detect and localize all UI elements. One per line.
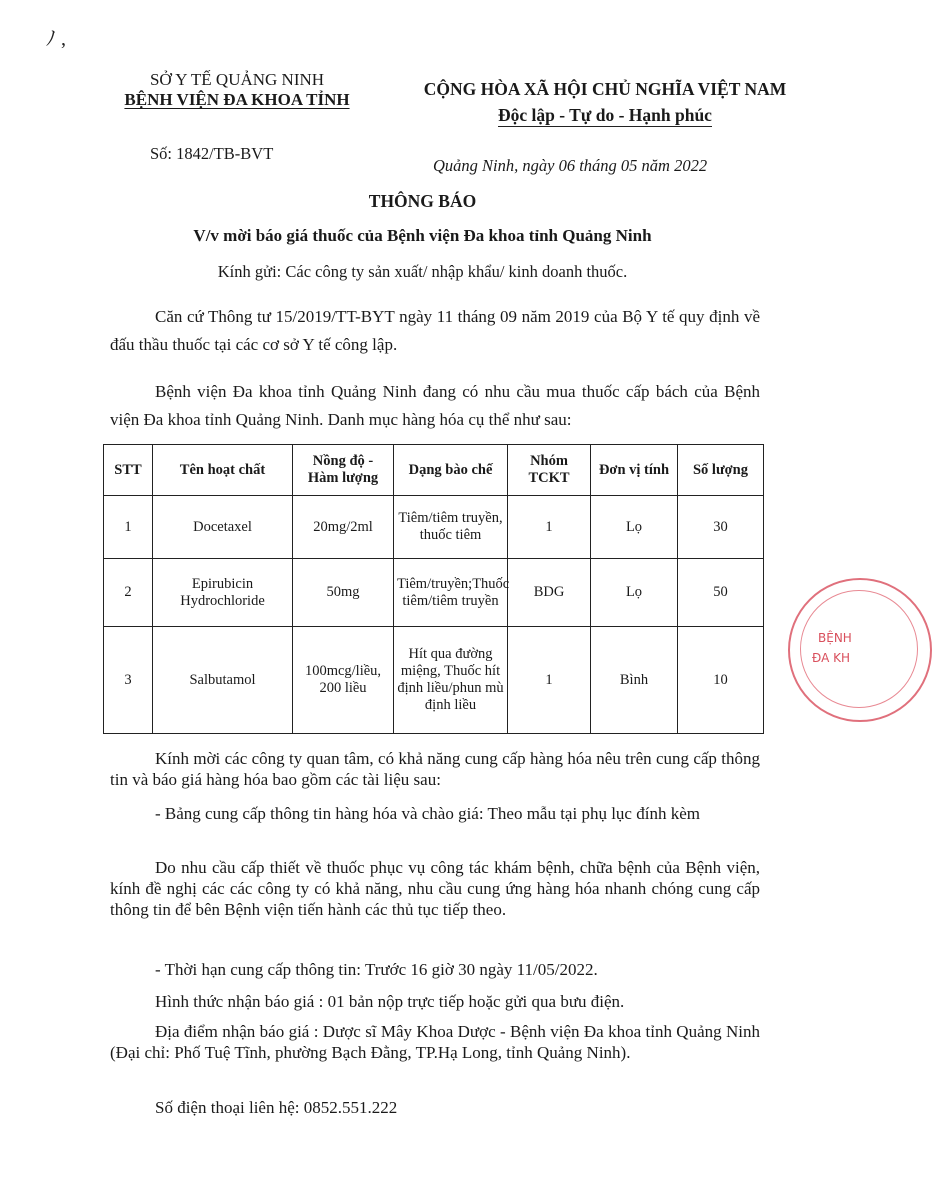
hospital-name: BỆNH VIỆN ĐA KHOA TỈNH [124, 90, 350, 109]
header-cell-quantity: Số lượng [678, 445, 764, 496]
cell-technical-group: 1 [508, 627, 591, 734]
header-cell-strength: Nồng độ - Hàm lượng [293, 445, 394, 496]
recipient-greeting: Kính gửi: Các công ty sản xuất/ nhập khẩu/ kinh doanh thuốc. [217, 262, 628, 281]
invitation-paragraph: Kính mời các công ty quan tâm, có khả năng cung cấp hàng hóa nêu trên cung cấp thông tin và báo giá hàng hóa bao gồm các tài liệu sau: [110, 749, 760, 789]
cell-technical-group: 1 [508, 496, 591, 559]
seal-inner-ring [800, 590, 918, 708]
drug-list-table [103, 444, 764, 734]
cell-quantity: 10 [678, 627, 764, 734]
header-cell-technical-group: Nhóm TCKT [508, 445, 591, 496]
table-row [104, 627, 764, 734]
cell-dosage-form: Hít qua đường miệng, Thuốc hít định liều/phun mù định liều [394, 627, 508, 734]
cell-stt: 3 [104, 627, 153, 734]
cell-active-ingredient: Docetaxel [153, 496, 293, 559]
contact-phone-line: Số điện thoại liên hệ: 0852.551.222 [155, 1098, 398, 1117]
urgency-paragraph: Do nhu cầu cấp thiết về thuốc phục vụ công tác khám bệnh, chữa bệnh của Bệnh viện, kính đề nghị các các công ty có khả năng, nhu cầu cung ứng hàng hóa nhanh chóng cung cấp thông tin để bên Bệnh viện tiến hành các thủ tục tiếp theo. [110, 858, 760, 919]
cell-dosage-form: Tiêm/truyền;Thuốc tiêm/tiêm truyền [394, 559, 508, 627]
cell-unit: Lọ [591, 496, 678, 559]
cell-stt: 2 [104, 559, 153, 627]
header-cell-active-ingredient: Tên hoạt chất [153, 445, 293, 496]
cell-strength: 50mg [293, 559, 394, 627]
required-documents-item: - Bảng cung cấp thông tin hàng hóa và chào giá: Theo mẫu tại phụ lục đính kèm [155, 804, 700, 823]
legal-basis-paragraph: Căn cứ Thông tư 15/2019/TT-BYT ngày 11 tháng 09 năm 2019 của Bộ Y tế quy định về đấu thầu thuốc tại các cơ sở Y tế công lập. [110, 307, 760, 354]
place-and-date: Quảng Ninh, ngày 06 tháng 05 năm 2022 [433, 156, 708, 175]
cell-active-ingredient: Epirubicin Hydrochloride [153, 559, 293, 627]
submission-address-paragraph: Địa điểm nhận báo giá : Dược sĩ Mây Khoa Dược - Bệnh viện Đa khoa tỉnh Quảng Ninh (Đại chỉ: Phố Tuệ Tĩnh, phường Bạch Đằng, TP.Hạ Long, tỉnh Quảng Ninh). [110, 1022, 760, 1062]
cell-quantity: 30 [678, 496, 764, 559]
cell-dosage-form: Tiêm/tiêm truyền, thuốc tiêm [394, 496, 508, 559]
submission-method-line: Hình thức nhận báo giá : 01 bản nộp trực tiếp hoặc gửi qua bưu điện. [155, 992, 625, 1011]
cell-quantity: 50 [678, 559, 764, 627]
cell-strength: 20mg/2ml [293, 496, 394, 559]
table-row [104, 559, 764, 627]
table-row [104, 496, 764, 559]
cell-technical-group: BDG [508, 559, 591, 627]
header-cell-dosage-form: Dạng bào chế [394, 445, 508, 496]
purchase-need-paragraph: Bệnh viện Đa khoa tỉnh Quảng Ninh đang có nhu cầu mua thuốc cấp bách của Bệnh viện Đa khoa tỉnh Quảng Ninh. Danh mục hàng hóa cụ thể như sau: [110, 382, 760, 429]
scan-artifact-mark: ﾉ , [46, 28, 66, 50]
national-heading [395, 76, 815, 128]
issuing-organization [92, 70, 382, 110]
cell-unit: Lọ [591, 559, 678, 627]
cell-active-ingredient: Salbutamol [153, 627, 293, 734]
deadline-line: - Thời hạn cung cấp thông tin: Trước 16 giờ 30 ngày 11/05/2022. [155, 960, 598, 979]
department-name: SỞ Y TẾ QUẢNG NINH [149, 70, 325, 89]
seal-text-line2: ĐA KH [812, 651, 851, 665]
country-name: CỘNG HÒA XÃ HỘI CHỦ NGHĨA VIỆT NAM [423, 79, 787, 99]
cell-stt: 1 [104, 496, 153, 559]
cell-strength: 100mcg/liều, 200 liều [293, 627, 394, 734]
red-seal-stamp [788, 578, 932, 722]
cell-unit: Bình [591, 627, 678, 734]
national-motto: Độc lập - Tự do - Hạnh phúc [498, 105, 712, 125]
document-subject: V/v mời báo giá thuốc của Bệnh viện Đa khoa tỉnh Quảng Ninh [193, 226, 652, 245]
header-cell-unit: Đơn vị tính [591, 445, 678, 496]
document-number: Số: 1842/TB-BVT [150, 144, 274, 163]
table-header-row [104, 445, 764, 496]
document-title: THÔNG BÁO [368, 191, 477, 211]
header-cell-stt: STT [104, 445, 153, 496]
seal-text-line1: BỆNH [818, 631, 852, 645]
